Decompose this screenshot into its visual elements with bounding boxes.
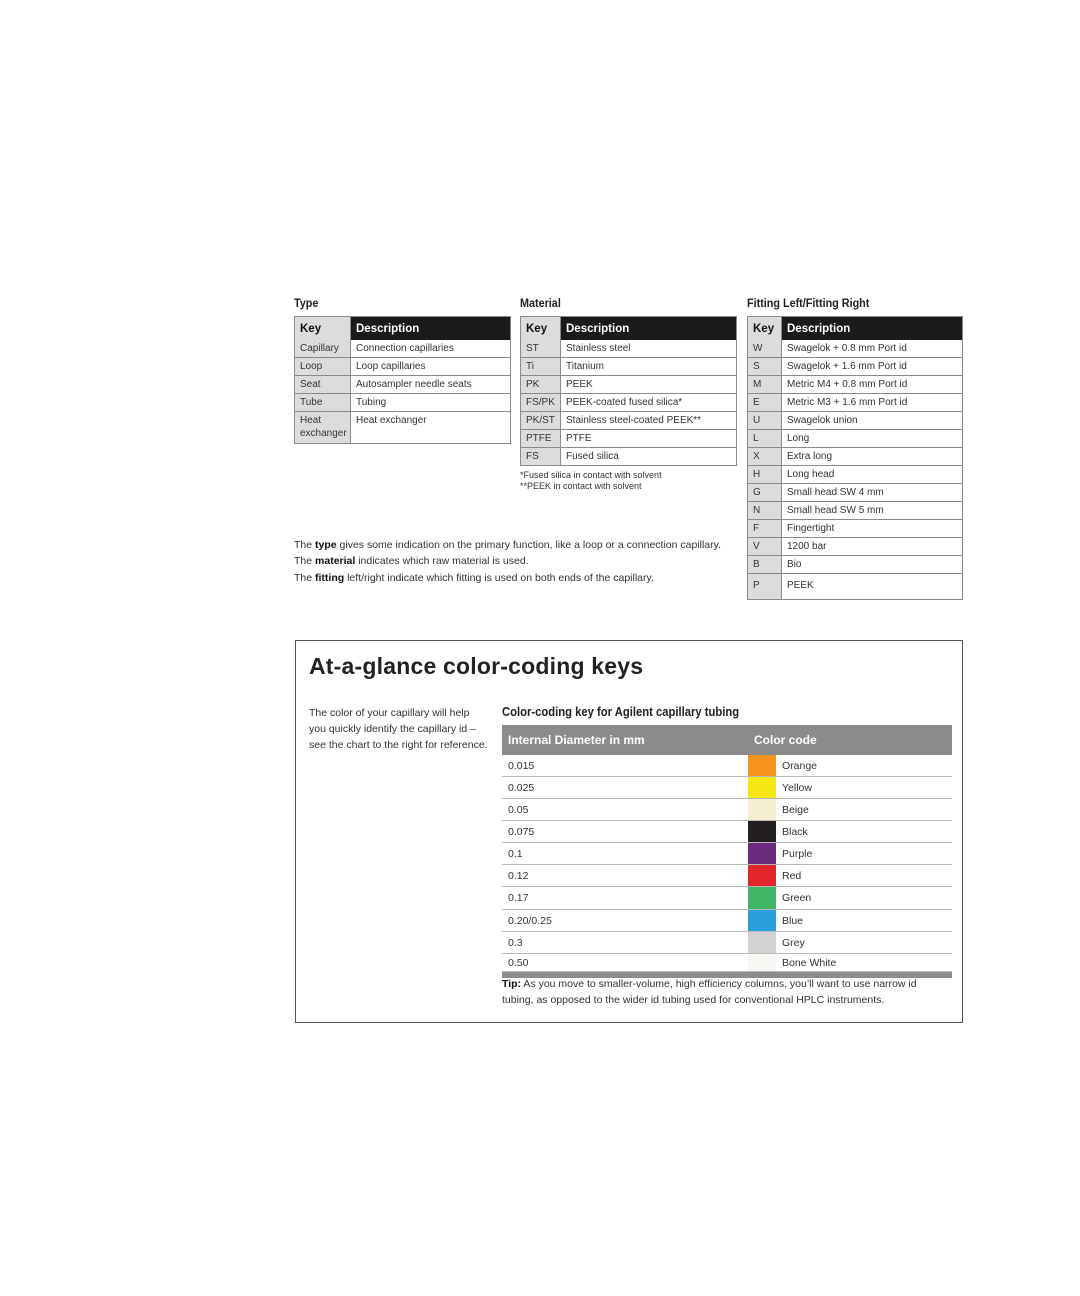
material-description-cell: Fused silica [561, 448, 737, 466]
type-row [295, 394, 511, 412]
color-table-row [502, 777, 952, 799]
material-row [521, 412, 737, 430]
fitting-key-cell: G [748, 484, 782, 502]
type-description-cell: Tubing [351, 394, 511, 412]
internal-diameter-cell: 0.1 [508, 847, 523, 860]
explanation-line-fitting: The fitting left/right indicate which fitting is used on both ends of the capillary. [294, 571, 654, 584]
material-table-title: Material [520, 296, 561, 310]
fitting-key-cell: B [748, 556, 782, 574]
color-table [502, 725, 952, 978]
type-row [295, 358, 511, 376]
fitting-row [748, 340, 963, 358]
type-description-cell: Heat exchanger [351, 412, 511, 444]
fitting-row [748, 484, 963, 502]
fitting-description-cell: Bio [782, 556, 963, 574]
material-key-cell: ST [521, 340, 561, 358]
material-row [521, 448, 737, 466]
color-table-row [502, 865, 952, 887]
fitting-description-cell: Metric M4 + 0.8 mm Port id [782, 376, 963, 394]
color-name-cell: Grey [782, 936, 805, 949]
color-table-rows [502, 755, 952, 972]
fitting-key-cell: N [748, 502, 782, 520]
type-row [295, 412, 511, 444]
color-swatch [748, 887, 776, 909]
color-table-row [502, 932, 952, 954]
fitting-row [748, 466, 963, 484]
material-key-cell: Ti [521, 358, 561, 376]
material-description-cell: PEEK [561, 376, 737, 394]
type-row [295, 376, 511, 394]
color-coding-intro: The color of your capillary will help you quickly identify the capillary id – see the chart to the right for reference. [309, 707, 488, 751]
color-code-header: Color code [754, 733, 817, 747]
material-key-block [520, 296, 737, 492]
fitting-key-cell: W [748, 340, 782, 358]
internal-diameter-cell: 0.075 [508, 825, 535, 838]
fitting-row [748, 502, 963, 520]
fitting-key-cell: P [748, 574, 782, 600]
type-key-header: Key [295, 317, 351, 341]
fitting-row [748, 574, 963, 600]
material-key-cell: FS/PK [521, 394, 561, 412]
internal-diameter-cell: 0.3 [508, 936, 523, 949]
color-swatch [748, 954, 776, 971]
color-table-row [502, 910, 952, 932]
type-key-cell: Capillary [295, 340, 351, 358]
material-description-header: Description [561, 317, 737, 341]
explanation-text [294, 537, 721, 586]
material-table [520, 316, 737, 466]
internal-diameter-cell: 0.05 [508, 803, 529, 816]
color-table-header [502, 725, 952, 755]
color-swatch [748, 932, 776, 953]
color-swatch [748, 777, 776, 798]
color-name-cell: Bone White [782, 956, 837, 969]
fitting-row [748, 520, 963, 538]
fitting-description-cell: 1200 bar [782, 538, 963, 556]
type-table [294, 316, 511, 444]
fitting-key-cell: X [748, 448, 782, 466]
color-table-row [502, 799, 952, 821]
color-table-row [502, 954, 952, 972]
fitting-description-cell: Swagelok + 1.6 mm Port id [782, 358, 963, 376]
internal-diameter-cell: 0.015 [508, 759, 535, 772]
color-table-title: Color-coding key for Agilent capillary tubing [502, 705, 740, 719]
fitting-key-cell: V [748, 538, 782, 556]
explanation-line-material: The material indicates which raw material is used. [294, 555, 529, 568]
fitting-row [748, 412, 963, 430]
type-description-cell: Loop capillaries [351, 358, 511, 376]
fitting-table-title: Fitting Left/Fitting Right [747, 296, 870, 310]
type-description-cell: Connection capillaries [351, 340, 511, 358]
fitting-description-cell: Small head SW 4 mm [782, 484, 963, 502]
material-description-cell: PTFE [561, 430, 737, 448]
color-swatch [748, 755, 776, 776]
internal-diameter-cell: 0.12 [508, 869, 529, 882]
fitting-description-header: Description [782, 317, 963, 341]
color-name-cell: Blue [782, 914, 804, 927]
explanation-line-type: The type gives some indication on the primary function, like a loop or a connection capillary. [294, 539, 722, 551]
fitting-description-cell: Fingertight [782, 520, 963, 538]
color-coding-title: At-a-glance color-coding keys [309, 653, 644, 679]
internal-diameter-cell: 0.17 [508, 892, 529, 904]
type-key-cell: Seat [295, 376, 351, 394]
color-name-cell: Black [782, 825, 808, 838]
tip-text: Tip: As you move to smaller-volume, high efficiency columns, you’ll want to use narrow id tubing, as opposed to the wider id tubing used for conventional HPLC instruments. [502, 978, 917, 1006]
fitting-key-cell: S [748, 358, 782, 376]
material-row [521, 340, 737, 358]
color-swatch [748, 910, 776, 931]
fitting-description-cell: PEEK [782, 574, 963, 600]
color-swatch [748, 865, 776, 886]
fitting-description-cell: Metric M3 + 1.6 mm Port id [782, 394, 963, 412]
fitting-table [747, 316, 963, 600]
color-coding-box [295, 640, 963, 1023]
material-key-cell: PK [521, 376, 561, 394]
color-swatch [748, 843, 776, 864]
fitting-key-cell: H [748, 466, 782, 484]
type-table-title: Type [294, 296, 319, 310]
color-name-cell: Beige [782, 803, 809, 816]
material-key-cell: FS [521, 448, 561, 466]
fitting-description-cell: Swagelok union [782, 412, 963, 430]
fitting-key-block [747, 296, 963, 600]
type-description-cell: Autosampler needle seats [351, 376, 511, 394]
type-row [295, 340, 511, 358]
internal-diameter-cell: 0.20/0.25 [508, 914, 552, 927]
material-description-cell: Stainless steel [561, 340, 737, 358]
footnote-fused-silica: *Fused silica in contact with solvent [520, 470, 662, 480]
color-name-cell: Purple [782, 847, 813, 860]
fitting-key-cell: L [748, 430, 782, 448]
type-key-cell: Tube [295, 394, 351, 412]
fitting-row [748, 376, 963, 394]
material-key-header: Key [521, 317, 561, 341]
footnote-peek: **PEEK in contact with solvent [520, 481, 642, 491]
material-footnotes [520, 470, 737, 492]
fitting-key-cell: U [748, 412, 782, 430]
fitting-row [748, 394, 963, 412]
color-table-row [502, 821, 952, 843]
fitting-description-cell: Long [782, 430, 963, 448]
material-description-cell: PEEK-coated fused silica* [561, 394, 737, 412]
fitting-row [748, 556, 963, 574]
color-table-row [502, 843, 952, 865]
material-row [521, 430, 737, 448]
type-key-block [294, 296, 511, 444]
fitting-description-cell: Extra long [782, 448, 963, 466]
color-table-row [502, 755, 952, 777]
material-row [521, 358, 737, 376]
color-name-cell: Red [782, 869, 802, 882]
fitting-key-cell: F [748, 520, 782, 538]
fitting-row [748, 430, 963, 448]
type-key-cell: Heat exchanger [295, 412, 351, 444]
fitting-key-header: Key [748, 317, 782, 341]
fitting-row [748, 448, 963, 466]
fitting-description-cell: Long head [782, 466, 963, 484]
material-row [521, 376, 737, 394]
fitting-row [748, 538, 963, 556]
color-table-row [502, 887, 952, 910]
material-row [521, 394, 737, 412]
fitting-row [748, 358, 963, 376]
fitting-description-cell: Small head SW 5 mm [782, 502, 963, 520]
material-key-cell: PK/ST [521, 412, 561, 430]
type-key-cell: Loop [295, 358, 351, 376]
material-description-cell: Stainless steel-coated PEEK** [561, 412, 737, 430]
material-key-cell: PTFE [521, 430, 561, 448]
internal-diameter-cell: 0.50 [508, 956, 529, 969]
fitting-description-cell: Swagelok + 0.8 mm Port id [782, 340, 963, 358]
color-swatch [748, 821, 776, 842]
fitting-key-cell: E [748, 394, 782, 412]
color-name-cell: Yellow [782, 781, 812, 794]
fitting-key-cell: M [748, 376, 782, 394]
material-description-cell: Titanium [561, 358, 737, 376]
internal-diameter-header: Internal Diameter in mm [508, 733, 645, 747]
color-swatch [748, 799, 776, 820]
color-name-cell: Orange [782, 759, 818, 772]
type-description-header: Description [351, 317, 511, 341]
color-name-cell: Green [782, 892, 812, 904]
internal-diameter-cell: 0.025 [508, 781, 535, 794]
